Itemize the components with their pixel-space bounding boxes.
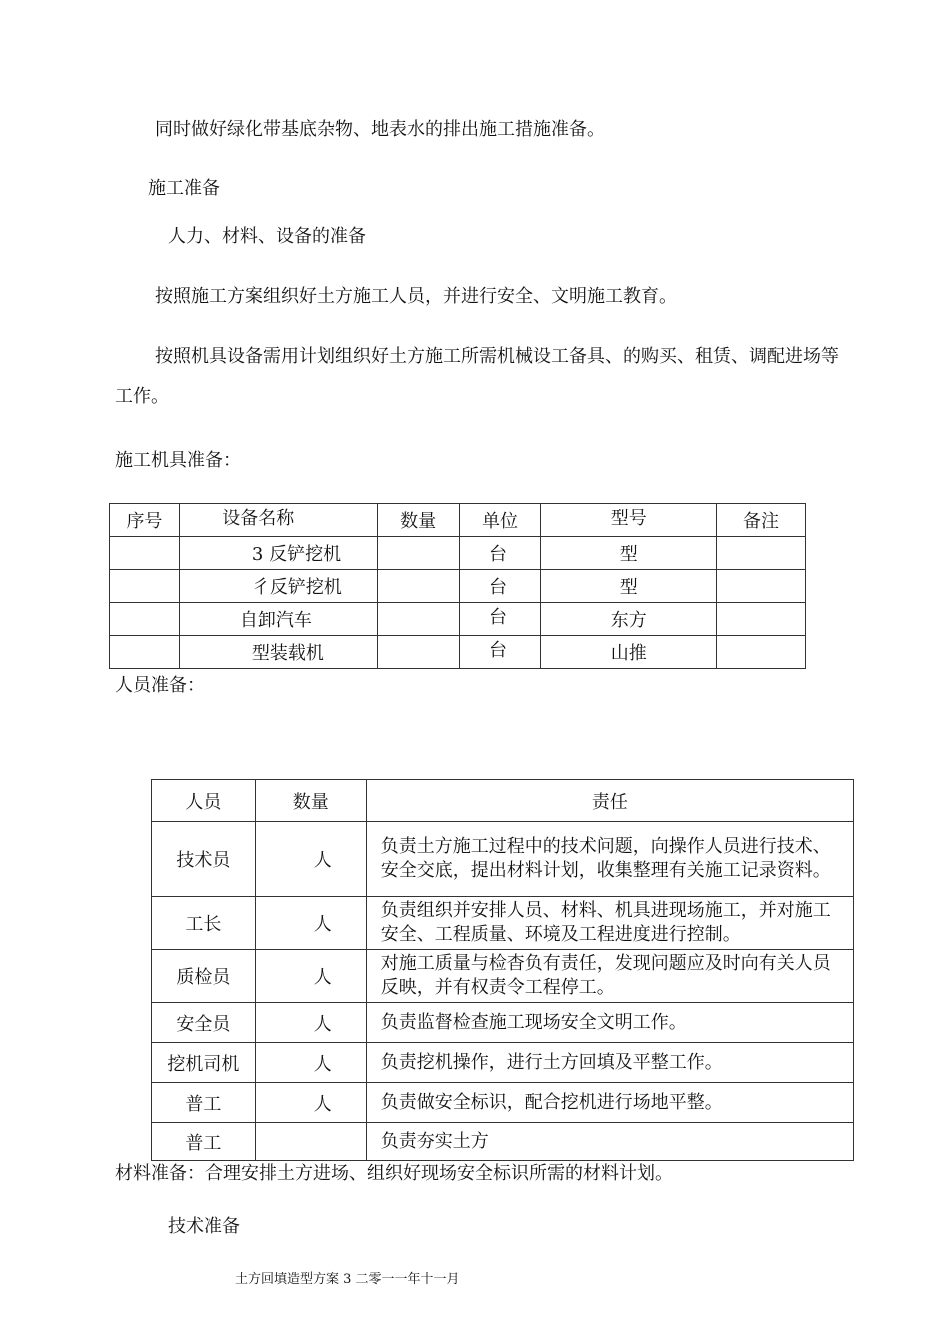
role-cell: 普工 — [152, 1083, 256, 1123]
table-row — [152, 822, 854, 897]
paragraph-equipment-plan-line2: 工作。 — [115, 386, 169, 407]
table-cell — [377, 537, 459, 570]
count-cell: 人 — [255, 897, 366, 950]
count-cell: 人 — [255, 822, 366, 897]
header-cell: 人员 — [152, 780, 256, 822]
duty-cell: 负责做安全标识，配合挖机进行场地平整。 — [366, 1083, 853, 1123]
staff-table — [151, 779, 854, 1161]
page-footer: 土方回填造型方案 3 二零一一年十一月 — [235, 1272, 460, 1287]
duty-cell: 负责挖机操作，进行土方回填及平整工作。 — [366, 1043, 853, 1083]
table-row — [110, 570, 806, 603]
header-cell: 单位 — [459, 504, 541, 537]
table-row — [152, 1083, 854, 1123]
count-cell — [255, 1123, 366, 1161]
count-cell: 人 — [255, 1043, 366, 1083]
table-cell: 3 反铲挖机 — [179, 537, 377, 570]
duty-cell: 负责夯实土方 — [366, 1123, 853, 1161]
header-cell: 备注 — [717, 504, 806, 537]
table-cell: 型装载机 — [179, 636, 377, 669]
role-cell: 工长 — [152, 897, 256, 950]
paragraph-personnel-org: 按照施工方案组织好土方施工人员，并进行安全、文明施工教育。 — [155, 286, 677, 307]
table-cell: 山推 — [541, 636, 717, 669]
table-cell — [110, 636, 180, 669]
table-cell: 台 — [459, 636, 541, 669]
table-cell: 台 — [459, 537, 541, 570]
header-cell: 型号 — [541, 504, 717, 537]
table-cell: 彳反铲挖机 — [179, 570, 377, 603]
paragraph-materials-prep: 材料准备：合理安排土方进场、组织好现场安全标识所需的材料计划。 — [115, 1163, 673, 1184]
duty-cell: 负责组织并安排人员、材料、机具进现场施工，并对施工安全、工程质量、环境及工程进度进行控制。 — [366, 897, 853, 950]
table-cell — [377, 570, 459, 603]
table-cell — [377, 636, 459, 669]
table-cell — [377, 603, 459, 636]
heading-resources-prep: 人力、材料、设备的准备 — [168, 226, 366, 247]
table-cell — [110, 603, 180, 636]
paragraph-greenbelt: 同时做好绿化带基底杂物、地表水的排出施工措施准备。 — [155, 119, 605, 140]
table-cell: 台 — [459, 570, 541, 603]
count-cell: 人 — [255, 1083, 366, 1123]
table-cell: 自卸汽车 — [179, 603, 377, 636]
table-row — [110, 636, 806, 669]
count-cell: 人 — [255, 950, 366, 1003]
table-row — [152, 1043, 854, 1083]
header-cell: 数量 — [255, 780, 366, 822]
duty-cell: 负责监督检查施工现场安全文明工作。 — [366, 1003, 853, 1043]
table-header-row — [152, 780, 854, 822]
table-cell — [110, 570, 180, 603]
count-cell: 人 — [255, 1003, 366, 1043]
header-cell: 数量 — [377, 504, 459, 537]
heading-construction-prep: 施工准备 — [148, 178, 220, 199]
header-cell: 序号 — [110, 504, 180, 537]
heading-personnel-prep: 人员准备： — [115, 675, 205, 696]
table-cell: 型 — [541, 570, 717, 603]
heading-equipment-prep: 施工机具准备： — [115, 450, 241, 471]
header-cell: 设备名称 — [179, 504, 377, 537]
role-cell: 技术员 — [152, 822, 256, 897]
table-cell — [717, 570, 806, 603]
role-cell: 安全员 — [152, 1003, 256, 1043]
table-cell: 东方 — [541, 603, 717, 636]
role-cell: 质检员 — [152, 950, 256, 1003]
role-cell: 挖机司机 — [152, 1043, 256, 1083]
table-header-row — [110, 504, 806, 537]
table-cell — [717, 603, 806, 636]
table-cell — [110, 537, 180, 570]
table-cell — [717, 537, 806, 570]
paragraph-equipment-plan-line1: 按照机具设备需用计划组织好土方施工所需机械设工备具、的购买、租赁、调配进场等 — [155, 346, 839, 367]
equipment-table — [109, 503, 806, 669]
table-row — [152, 1003, 854, 1043]
table-cell: 台 — [459, 603, 541, 636]
table-row — [152, 1123, 854, 1161]
duty-cell: 对施工质量与检杳负有责任，发现问题应及时向有关人员反映，并有权责令工程停工。 — [366, 950, 853, 1003]
table-row — [152, 950, 854, 1003]
role-cell: 普工 — [152, 1123, 256, 1161]
table-cell: 型 — [541, 537, 717, 570]
table-cell — [717, 636, 806, 669]
table-row — [110, 603, 806, 636]
table-row — [110, 537, 806, 570]
duty-cell: 负责土方施工过程中的技术问题，向操作人员进行技术、安全交底，提出材料计划，收集整理有关施工记录资料。 — [366, 822, 853, 897]
heading-technical-prep: 技术准备 — [168, 1216, 240, 1237]
header-cell: 责任 — [366, 780, 853, 822]
table-row — [152, 897, 854, 950]
